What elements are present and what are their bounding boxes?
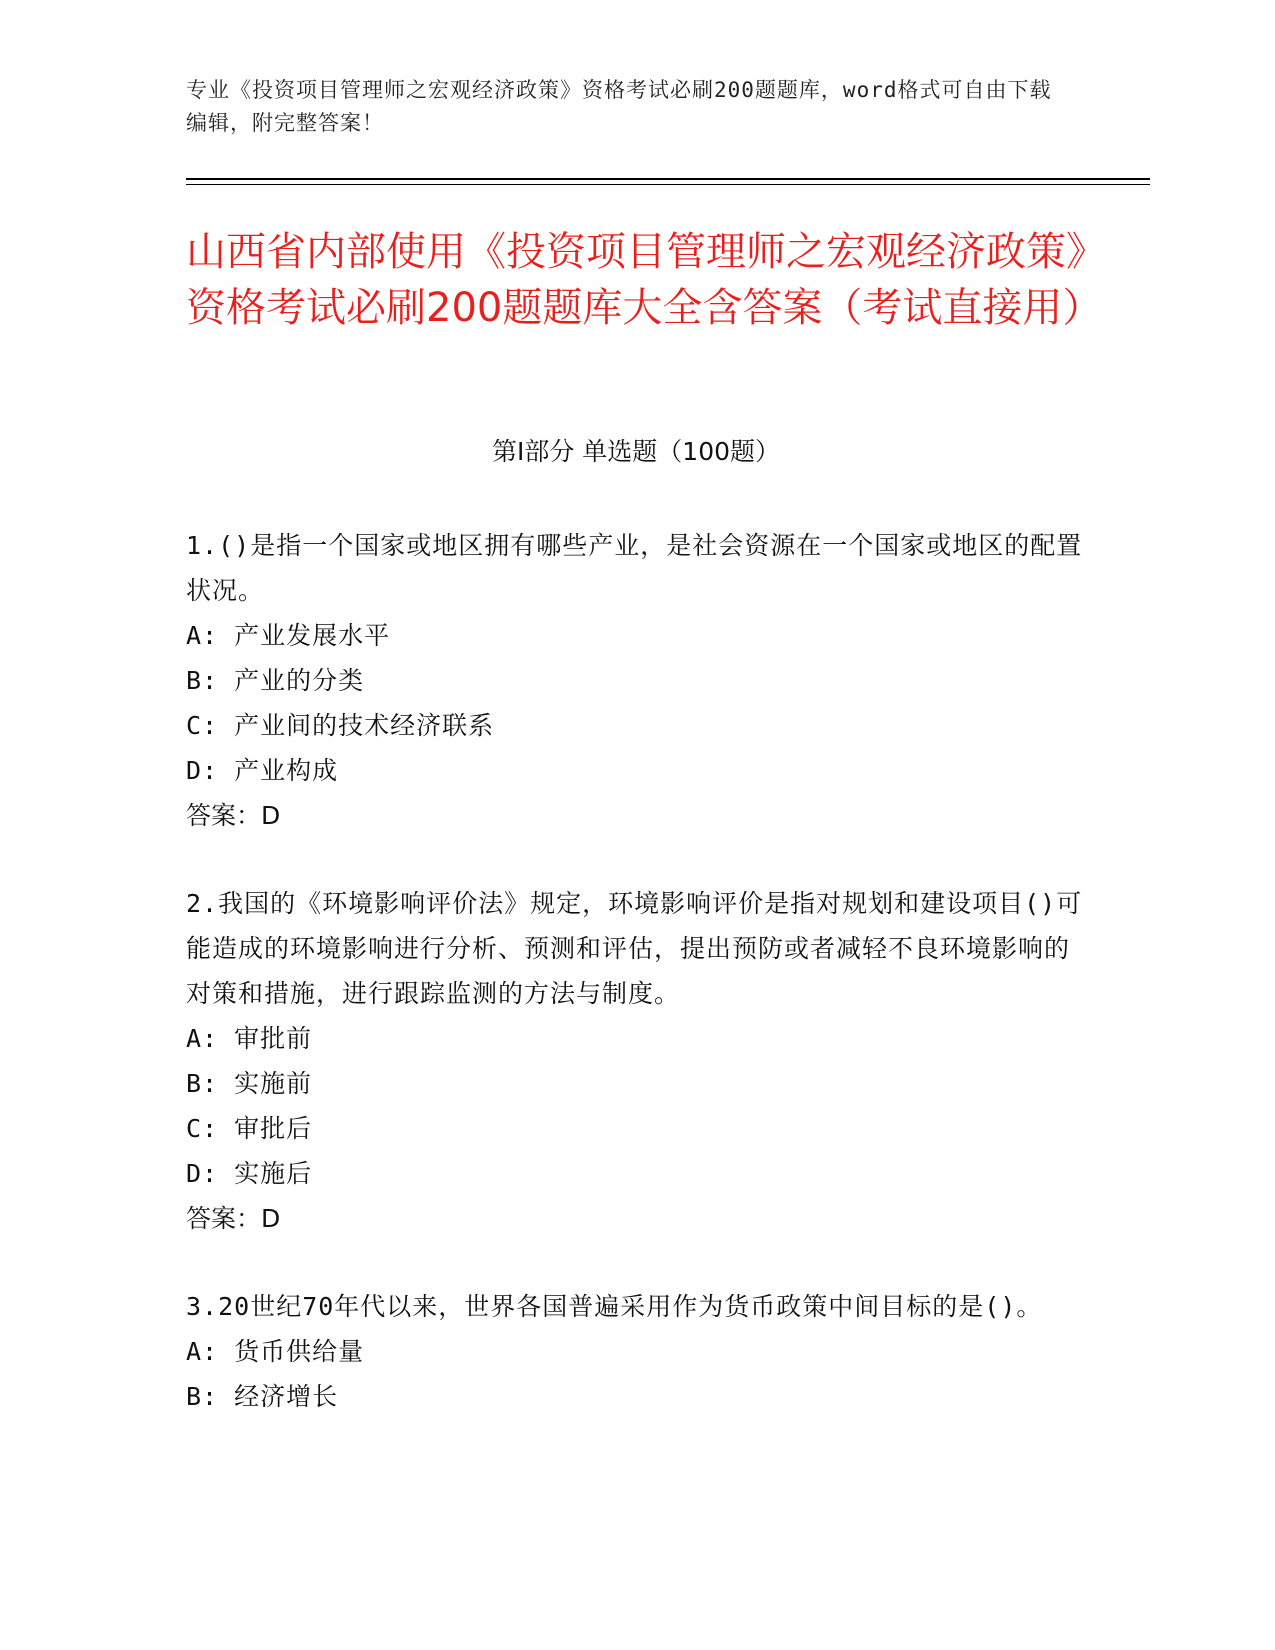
answer-line: 答案：D xyxy=(186,1204,281,1233)
question-3 xyxy=(186,1284,1086,1419)
question-stem: 2.我国的《环境影响评价法》规定，环境影响评价是指对规划和建设项目()可能造成的环境影响进行分析、预测和评估，提出预防或者减轻不良环境影响的对策和措施，进行跟踪监测的方法与制度。 xyxy=(186,889,1083,1008)
option-a: A: 审批前 xyxy=(186,1024,313,1053)
header-divider-thick xyxy=(186,178,1150,180)
option-b: B: 实施前 xyxy=(186,1069,313,1098)
header-note: 专业《投资项目管理师之宏观经济政策》资格考试必刷200题题库，word格式可自由下载编辑，附完整答案！ xyxy=(186,78,1052,135)
question-2 xyxy=(186,881,1086,1241)
option-b: B: 经济增长 xyxy=(186,1382,339,1411)
option-c: C: 审批后 xyxy=(186,1114,313,1143)
option-a: A: 货币供给量 xyxy=(186,1337,365,1366)
header-divider-thin xyxy=(186,184,1150,185)
option-c: C: 产业间的技术经济联系 xyxy=(186,711,495,740)
document-title: 山西省内部使用《投资项目管理师之宏观经济政策》资格考试必刷200题题库大全含答案（考试直接用） xyxy=(186,229,1103,331)
question-stem: 1.()是指一个国家或地区拥有哪些产业，是社会资源在一个国家或地区的配置状况。 xyxy=(186,531,1083,605)
answer-line: 答案：D xyxy=(186,801,281,830)
question-stem: 3.20世纪70年代以来，世界各国普遍采用作为货币政策中间目标的是()。 xyxy=(186,1292,1043,1321)
option-b: B: 产业的分类 xyxy=(186,666,365,695)
question-1 xyxy=(186,523,1086,838)
question-list xyxy=(186,523,1086,1462)
option-a: A: 产业发展水平 xyxy=(186,621,391,650)
option-d: D: 产业构成 xyxy=(186,756,339,785)
option-d: D: 实施后 xyxy=(186,1159,313,1188)
section-heading: 第Ⅰ部分 单选题（100题） xyxy=(491,437,781,466)
